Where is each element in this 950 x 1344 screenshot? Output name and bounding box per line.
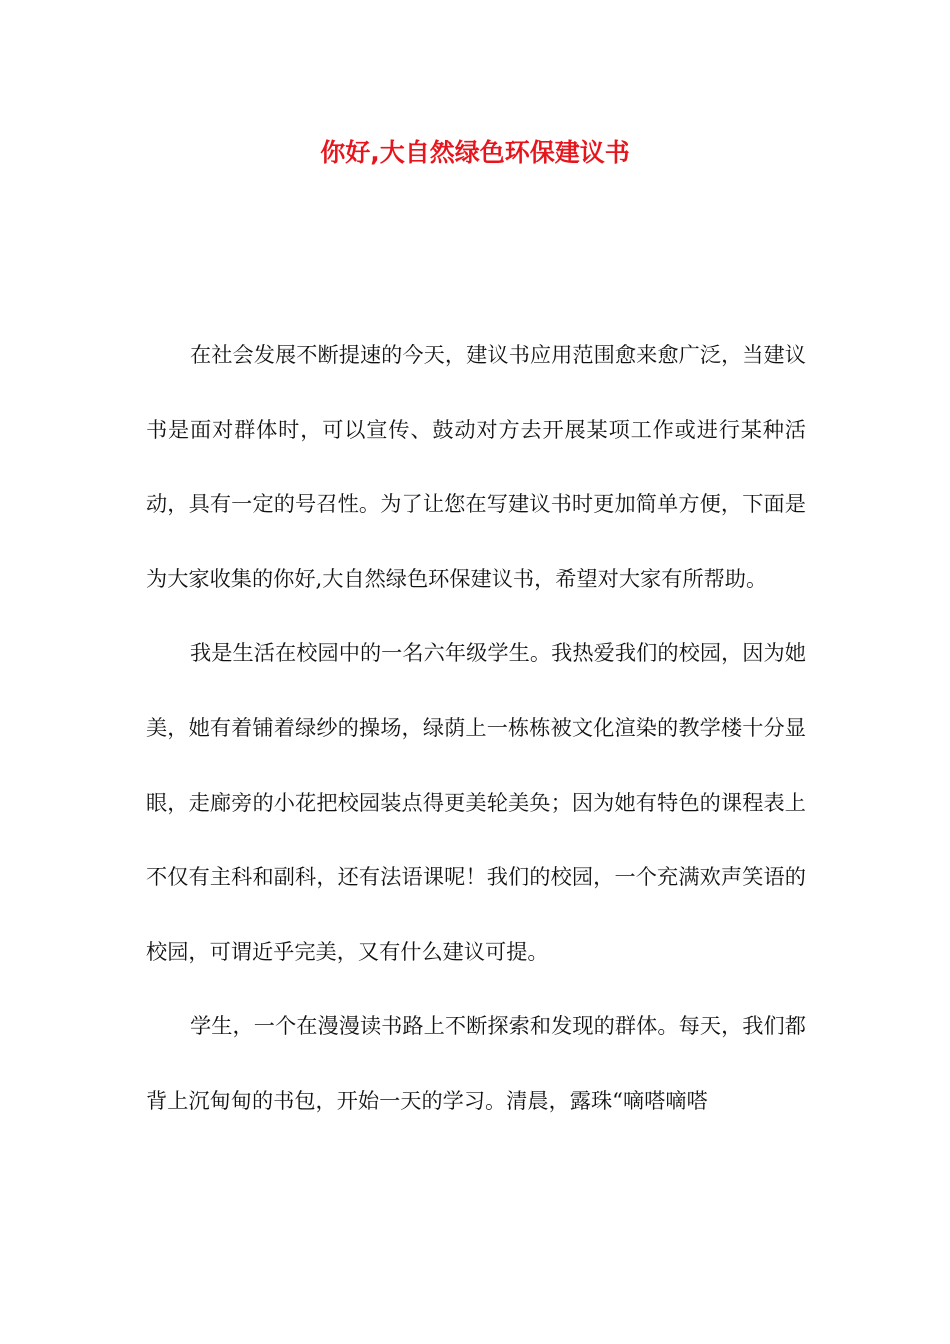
document-title: 你好,大自然绿色环保建议书 <box>320 138 630 167</box>
paragraph-students: 学生，一个在漫漫读书路上不断探索和发现的群体。每天，我们都背上沉甸甸的书包，开始一天的学习。清晨，露珠“嘀嗒嘀嗒 <box>146 1013 806 1113</box>
paragraph-intro: 在社会发展不断提速的今天，建议书应用范围愈来愈广泛，当建议书是面对群体时，可以宣传、鼓动对方去开展某项工作或进行某种活动，具有一定的号召性。为了让您在写建议书时更加简单方便，下面是为大家收集的你好,大自然绿色环保建议书，希望对大家有所帮助。 <box>146 342 806 591</box>
document-body <box>146 318 806 1139</box>
paragraph-campus: 我是生活在校园中的一名六年级学生。我热爱我们的校园，因为她美，她有着铺着绿纱的操场，绿荫上一栋栋被文化渲染的教学楼十分显眼，走廊旁的小花把校园装点得更美轮美奂；因为她有特色的课程表上不仅有主科和副科，还有法语课呢！我们的校园，一个充满欢声笑语的校园，可谓近乎完美，又有什么建议可提。 <box>146 640 806 964</box>
